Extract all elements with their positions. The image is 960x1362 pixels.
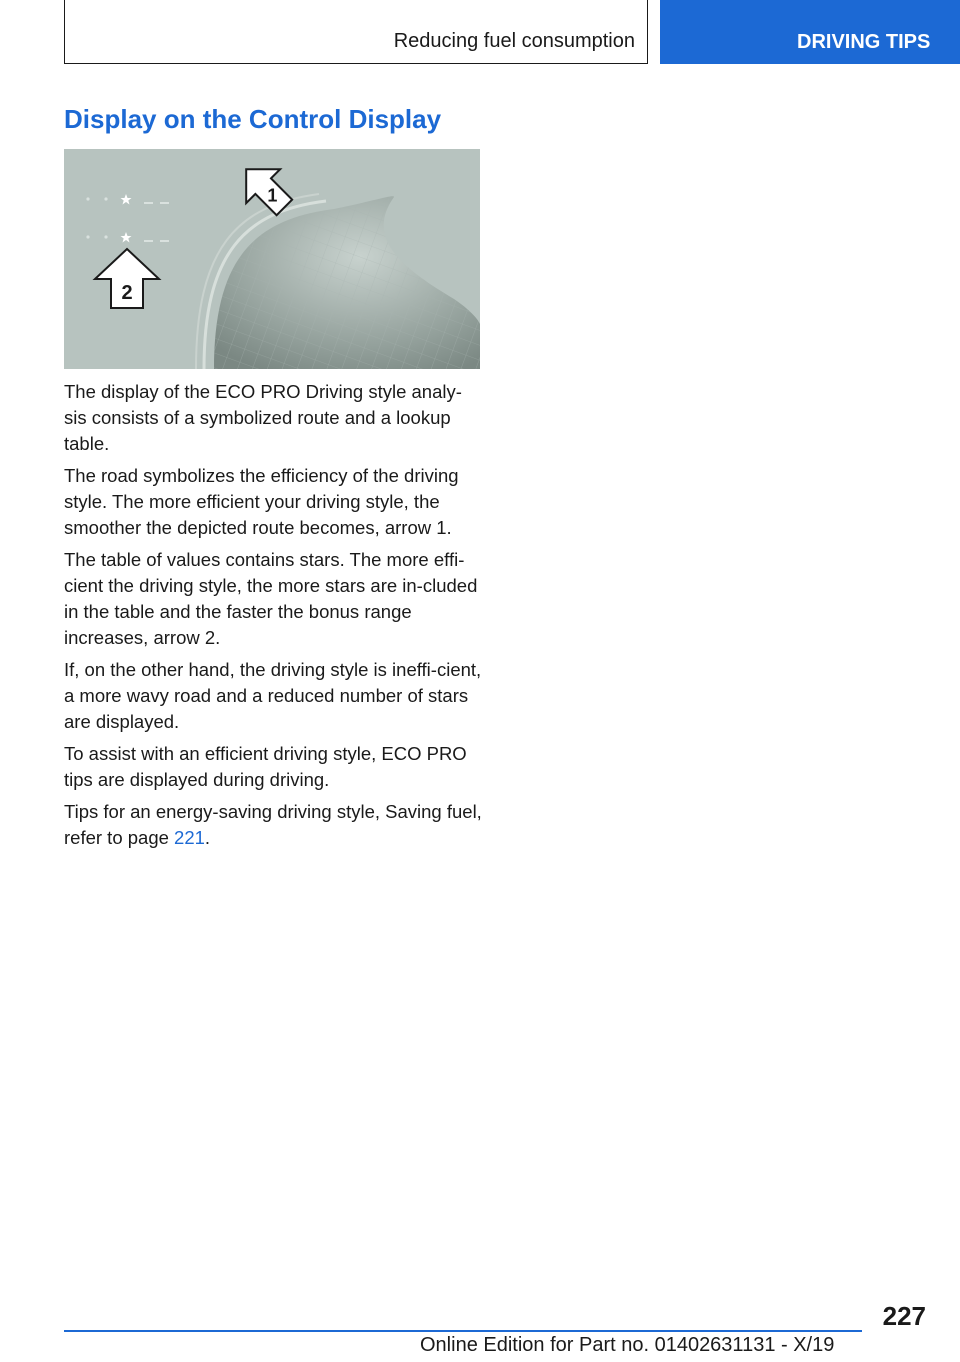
table-dot [104, 235, 107, 238]
reference-text: Tips for an energy-saving driving style, Saving fuel, refer to page [64, 801, 482, 848]
page-heading: Display on the Control Display [64, 104, 442, 134]
body-text [64, 379, 484, 857]
section-title: Reducing fuel consumption [393, 30, 635, 52]
table-dash [160, 240, 169, 242]
page-number: 227 [882, 1301, 926, 1331]
paragraph: The table of values contains stars. The more effi-cient the driving style, the more stars are in-cluded in the table and the faster the bonus range increases, arrow 2. [64, 549, 478, 648]
table-dash [144, 240, 153, 242]
table-dot [86, 197, 89, 200]
paragraph: The road symbolizes the efficiency of the driving style. The more efficient your driving style, the smoother the depicted route becomes, arrow 1. [64, 465, 459, 538]
arrow-1-label: 1 [267, 185, 278, 206]
table-dot [104, 197, 107, 200]
footer-divider [64, 1330, 862, 1332]
table-dash [160, 202, 169, 204]
paragraph: If, on the other hand, the driving style is ineffi-cient, a more wavy road and a reduced number of stars are displayed. [64, 659, 482, 732]
arrow-2-label: 2 [121, 282, 133, 304]
table-dot [86, 235, 89, 238]
reference-end: . [204, 827, 211, 848]
paragraph: The display of the ECO PRO Driving style analy-sis consists of a symbolized route and a lookup table. [64, 381, 462, 454]
chapter-tab[interactable] [660, 0, 960, 64]
paragraph-page-reference [64, 799, 484, 851]
page-reference-link[interactable]: 221 [174, 827, 205, 848]
table-dash [144, 202, 153, 204]
chapter-tab-label: DRIVING TIPS [797, 31, 931, 53]
footer-edition-text: Online Edition for Part no. 01402631131 - X/19 [420, 1334, 835, 1356]
header-section-box [64, 0, 648, 64]
control-display-figure [64, 149, 480, 369]
paragraph: To assist with an efficient driving style, ECO PRO tips are displayed during driving. [64, 743, 467, 790]
